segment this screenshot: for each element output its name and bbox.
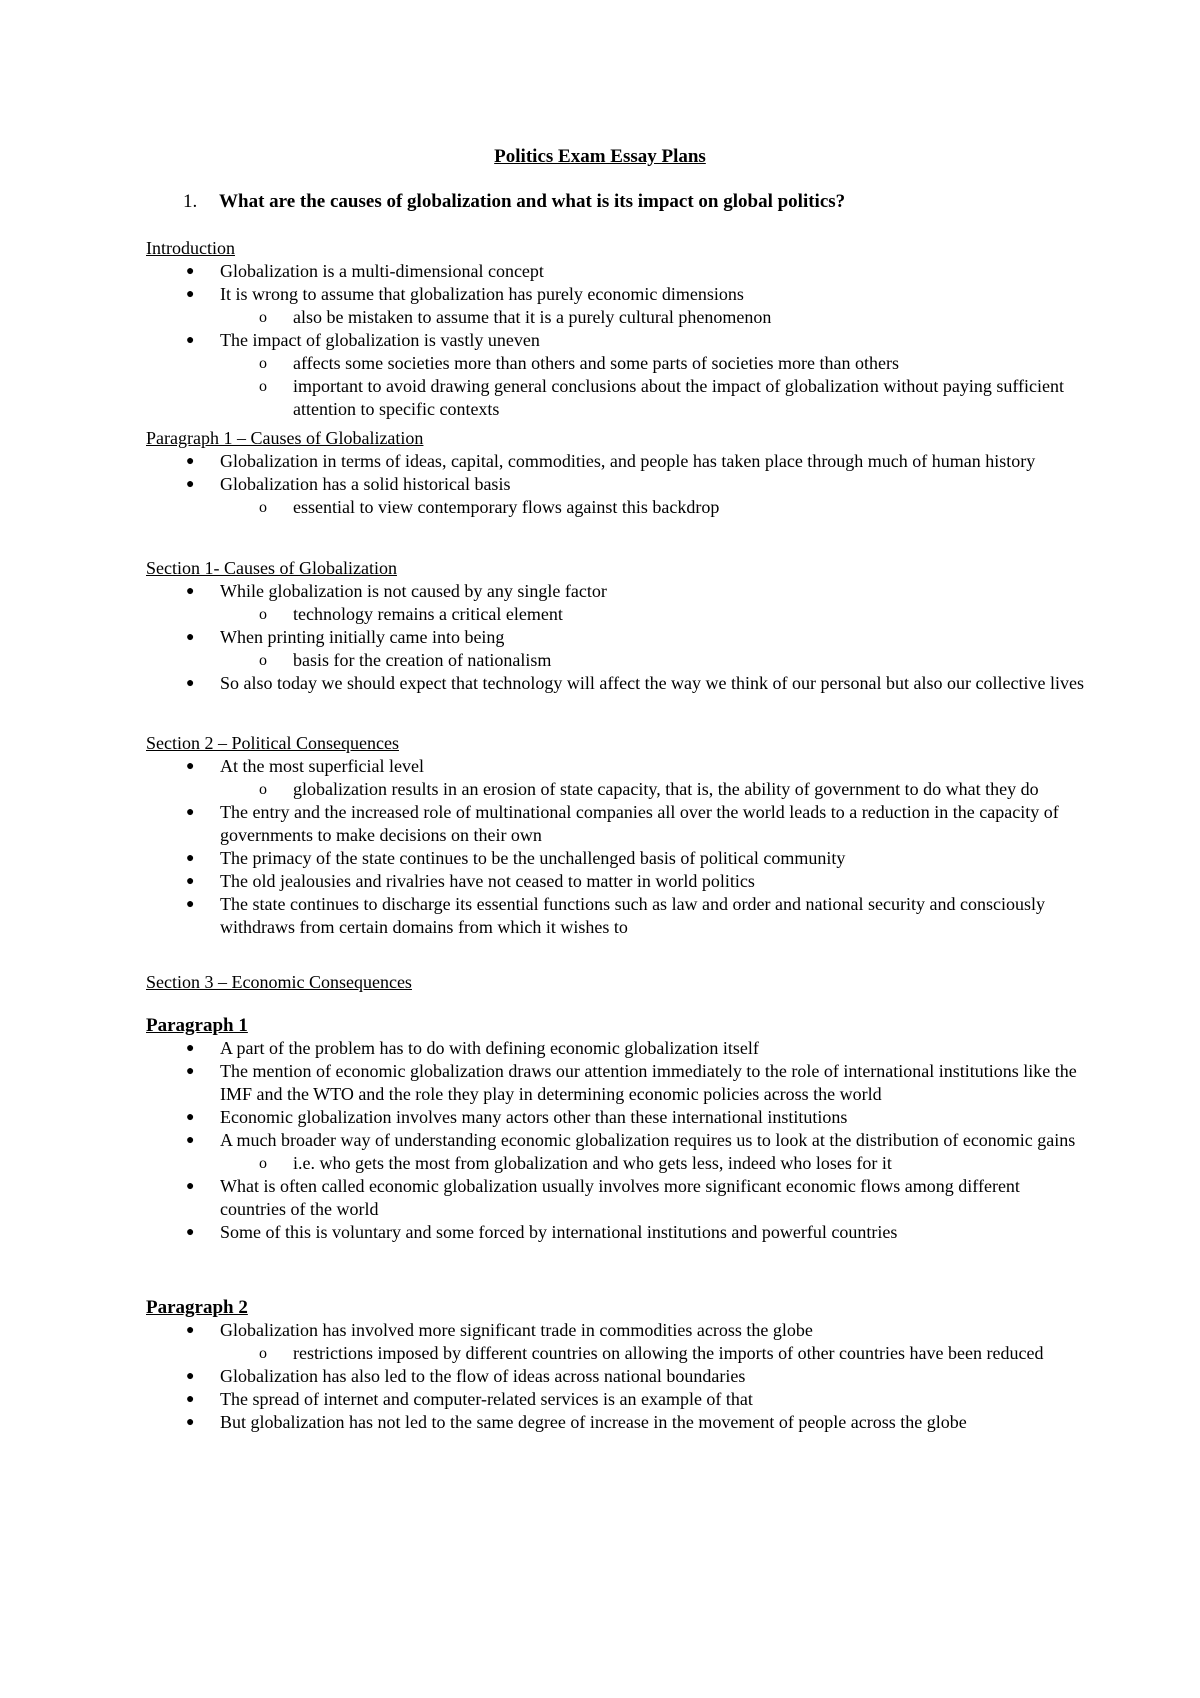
bullet-item xyxy=(186,626,1086,672)
question-number: 1. xyxy=(183,191,198,212)
circle-bullet-icon: o xyxy=(259,1345,267,1362)
section-heading: Section 1- Causes of Globalization xyxy=(146,558,397,578)
circle-bullet-icon: o xyxy=(259,652,267,669)
bullet-text: The state continues to discharge its essential functions such as law and order and national security and consciously withdraws from certain domains from which it wishes to xyxy=(220,894,1045,937)
sub-bullet-list xyxy=(220,1342,1086,1365)
bullet-text: Globalization is a multi-dimensional concept xyxy=(220,261,544,281)
sub-bullet-text: essential to view contemporary flows against this backdrop xyxy=(293,497,720,517)
sub-bullet-text: restrictions imposed by different countries on allowing the imports of other countries have been reduced xyxy=(293,1343,1044,1363)
sub-bullet-item xyxy=(259,649,1086,672)
sub-bullet-list xyxy=(220,496,1086,519)
bullet-item xyxy=(186,580,1086,626)
document-title: Politics Exam Essay Plans xyxy=(494,146,706,167)
bullet-icon: ● xyxy=(186,454,195,469)
sub-bullet-item xyxy=(259,496,1086,519)
section-heading: Paragraph 1 – Causes of Globalization xyxy=(146,428,424,448)
bullet-text: Globalization has involved more significant trade in commodities across the globe xyxy=(220,1320,813,1340)
circle-bullet-icon: o xyxy=(259,499,267,516)
bullet-icon: ● xyxy=(186,264,195,279)
bullet-icon: ● xyxy=(186,287,195,302)
section-2-political xyxy=(146,732,1086,939)
bullet-text: What is often called economic globalization usually involves more significant economic flows among different countries of the world xyxy=(220,1176,1020,1219)
sub-bullet-list xyxy=(220,649,1086,672)
bullet-list xyxy=(146,580,1086,695)
bullet-item xyxy=(186,801,1086,847)
bullet-icon: ● xyxy=(186,1179,195,1194)
section-heading: Introduction xyxy=(146,238,235,258)
sub-bullet-list xyxy=(220,1152,1086,1175)
sub-bullet-item xyxy=(259,1342,1086,1365)
bullet-list xyxy=(146,450,1086,519)
section-introduction xyxy=(146,237,1086,421)
sub-bullet-text: i.e. who gets the most from globalization and who gets less, indeed who loses for it xyxy=(293,1153,892,1173)
circle-bullet-icon: o xyxy=(259,355,267,372)
sub-bullet-item xyxy=(259,375,1086,421)
bullet-list xyxy=(146,755,1086,939)
sub-bullet-list xyxy=(220,603,1086,626)
essay-question xyxy=(183,191,845,213)
bullet-icon: ● xyxy=(186,897,195,912)
bullet-text: When printing initially came into being xyxy=(220,627,505,647)
bullet-text: The spread of internet and computer-related services is an example of that xyxy=(220,1389,753,1409)
bullet-item xyxy=(186,1060,1086,1106)
bullet-text: A much broader way of understanding economic globalization requires us to look at the distribution of economic gains xyxy=(220,1130,1076,1150)
bullet-item xyxy=(186,1411,1086,1434)
bullet-icon: ● xyxy=(186,333,195,348)
bullet-item xyxy=(186,283,1086,329)
bullet-item xyxy=(186,847,1086,870)
bullet-icon: ● xyxy=(186,477,195,492)
sub-bullet-item xyxy=(259,1152,1086,1175)
bullet-text: At the most superficial level xyxy=(220,756,424,776)
bullet-text: The old jealousies and rivalries have not ceased to matter in world politics xyxy=(220,871,755,891)
bullet-icon: ● xyxy=(186,805,195,820)
bullet-icon: ● xyxy=(186,1415,195,1430)
bullet-text: Economic globalization involves many actors other than these international institutions xyxy=(220,1107,848,1127)
bullet-item xyxy=(186,473,1086,519)
bullet-icon: ● xyxy=(186,676,195,691)
bullet-text: Globalization in terms of ideas, capital, commodities, and people has taken place through much of human history xyxy=(220,451,1036,471)
question-text: What are the causes of globalization and what is its impact on global politics? xyxy=(219,191,846,212)
bullet-item xyxy=(186,893,1086,939)
bullet-text: But globalization has not led to the same degree of increase in the movement of people across the globe xyxy=(220,1412,967,1432)
section-heading: Section 3 – Economic Consequences xyxy=(146,972,412,992)
circle-bullet-icon: o xyxy=(259,781,267,798)
sub-bullet-text: also be mistaken to assume that it is a purely cultural phenomenon xyxy=(293,307,772,327)
bullet-list xyxy=(146,1037,1086,1244)
bullet-item xyxy=(186,1319,1086,1365)
bullet-item xyxy=(186,1221,1086,1244)
bullet-icon: ● xyxy=(186,1041,195,1056)
bullet-icon: ● xyxy=(186,851,195,866)
bullet-text: It is wrong to assume that globalization has purely economic dimensions xyxy=(220,284,744,304)
bullet-icon: ● xyxy=(186,584,195,599)
bullet-item xyxy=(186,870,1086,893)
bullet-item xyxy=(186,1388,1086,1411)
bullet-text: Some of this is voluntary and some forced by international institutions and powerful countries xyxy=(220,1222,898,1242)
section-heading: Paragraph 2 xyxy=(146,1297,248,1318)
bullet-text: Globalization has also led to the flow of ideas across national boundaries xyxy=(220,1366,746,1386)
sub-bullet-item xyxy=(259,778,1086,801)
sub-bullet-item xyxy=(259,603,1086,626)
sub-bullet-text: technology remains a critical element xyxy=(293,604,563,624)
bullet-item xyxy=(186,1106,1086,1129)
section-heading: Section 2 – Political Consequences xyxy=(146,733,399,753)
bullet-text: The mention of economic globalization draws our attention immediately to the role of international institutions like the IMF and the WTO and the role they play in determining economic policies across the world xyxy=(220,1061,1077,1104)
bullet-item xyxy=(186,672,1086,695)
bullet-icon: ● xyxy=(186,874,195,889)
section-paragraph-2 xyxy=(146,1296,1086,1434)
bullet-text: While globalization is not caused by any single factor xyxy=(220,581,607,601)
bullet-icon: ● xyxy=(186,1225,195,1240)
sub-bullet-text: affects some societies more than others and some parts of societies more than others xyxy=(293,353,899,373)
sub-bullet-text: basis for the creation of nationalism xyxy=(293,650,552,670)
bullet-icon: ● xyxy=(186,1133,195,1148)
bullet-item xyxy=(186,450,1086,473)
bullet-icon: ● xyxy=(186,630,195,645)
section-paragraph-1 xyxy=(146,1014,1086,1244)
bullet-text: Globalization has a solid historical basis xyxy=(220,474,511,494)
bullet-item xyxy=(186,1365,1086,1388)
sub-bullet-item xyxy=(259,306,1086,329)
bullet-icon: ● xyxy=(186,1323,195,1338)
bullet-icon: ● xyxy=(186,1110,195,1125)
bullet-text: The entry and the increased role of multinational companies all over the world leads to a reduction in the capacity of governments to make decisions on their own xyxy=(220,802,1059,845)
bullet-item xyxy=(186,260,1086,283)
bullet-text: So also today we should expect that technology will affect the way we think of our personal but also our collective lives xyxy=(220,673,1084,693)
bullet-text: The impact of globalization is vastly uneven xyxy=(220,330,540,350)
section-heading: Paragraph 1 xyxy=(146,1015,248,1036)
sub-bullet-item xyxy=(259,352,1086,375)
bullet-icon: ● xyxy=(186,1369,195,1384)
bullet-list xyxy=(146,260,1086,421)
section-3-economic xyxy=(146,971,1086,994)
circle-bullet-icon: o xyxy=(259,1155,267,1172)
sub-bullet-list xyxy=(220,352,1086,421)
bullet-item xyxy=(186,1037,1086,1060)
circle-bullet-icon: o xyxy=(259,606,267,623)
sub-bullet-list xyxy=(220,778,1086,801)
section-paragraph-1-causes xyxy=(146,427,1086,519)
bullet-text: The primacy of the state continues to be the unchallenged basis of political community xyxy=(220,848,846,868)
bullet-icon: ● xyxy=(186,1392,195,1407)
bullet-icon: ● xyxy=(186,1064,195,1079)
circle-bullet-icon: o xyxy=(259,309,267,326)
bullet-item xyxy=(186,755,1086,801)
sub-bullet-list xyxy=(220,306,1086,329)
sub-bullet-text: important to avoid drawing general conclusions about the impact of globalization without paying sufficient attention to specific contexts xyxy=(293,376,1064,419)
bullet-list xyxy=(146,1319,1086,1434)
bullet-item xyxy=(186,329,1086,421)
sub-bullet-text: globalization results in an erosion of state capacity, that is, the ability of government to do what they do xyxy=(293,779,1039,799)
bullet-icon: ● xyxy=(186,759,195,774)
section-1-causes xyxy=(146,557,1086,695)
bullet-item xyxy=(186,1175,1086,1221)
bullet-item xyxy=(186,1129,1086,1175)
circle-bullet-icon: o xyxy=(259,378,267,395)
bullet-text: A part of the problem has to do with defining economic globalization itself xyxy=(220,1038,759,1058)
